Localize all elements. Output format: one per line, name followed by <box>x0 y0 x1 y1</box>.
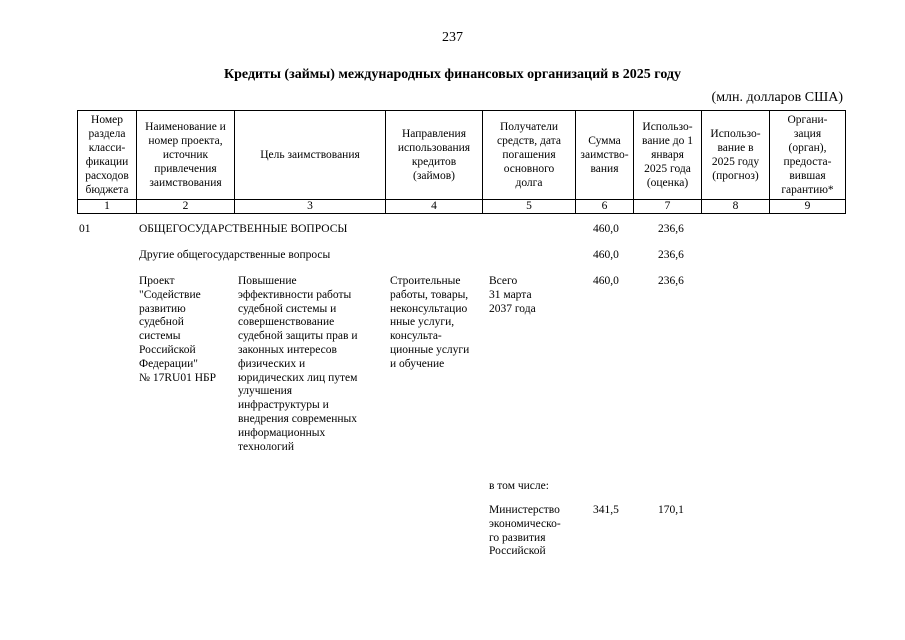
column-header-section-number: Номер раздела класси- фикации расходов бюджета <box>78 111 137 200</box>
column-header-recipients: Получатели средств, дата погашения основного долга <box>483 111 576 200</box>
project-goal: Повышение эффективности работы судебной системы и совершенствование судебной защиты прав и законных интересов физических и юридических лиц путем улучшения инфраструктуры и внедрения современных информационных технологий <box>238 275 358 453</box>
section-amount: 460,0 <box>593 223 619 235</box>
subsection-usage-before: 236,6 <box>658 249 684 261</box>
document-title: Кредиты (займы) международных финансовых организаций в 2025 году <box>223 67 681 82</box>
column-number: 5 <box>483 200 576 214</box>
project-amount: 460,0 <box>593 275 619 287</box>
column-number: 9 <box>770 200 846 214</box>
column-header-borrowing-goal: Цель заимствования <box>235 111 386 200</box>
column-number: 7 <box>634 200 702 214</box>
table-header <box>77 110 846 214</box>
ministry-amount: 341,5 <box>593 504 619 516</box>
units-label: (млн. долларов США) <box>711 90 843 105</box>
column-number: 6 <box>576 200 634 214</box>
column-header-credit-directions: Направления использования кредитов (займов) <box>386 111 483 200</box>
ministry-usage-before: 170,1 <box>658 504 684 516</box>
column-header-project-name: Наименование и номер проекта, источник привлечения заимствования <box>137 111 235 200</box>
column-number: 1 <box>78 200 137 214</box>
column-number: 2 <box>137 200 235 214</box>
subsection-name: Другие общегосударственные вопросы <box>139 249 331 261</box>
column-header-usage-before-2025: Использо- вание до 1 января 2025 года (оценка) <box>634 111 702 200</box>
column-header-usage-2025: Использо- вание в 2025 году (прогноз) <box>702 111 770 200</box>
column-header-guarantor: Органи- зация (орган), предоста- вившая гарантию* <box>770 111 846 200</box>
ministry-recipient: Министерство экономическо- го развития Российской <box>489 504 561 558</box>
column-header-borrowing-amount: Сумма заимство- вания <box>576 111 634 200</box>
project-usage-before: 236,6 <box>658 275 684 287</box>
project-recipient: Всего 31 марта 2037 года <box>489 275 536 315</box>
section-name: ОБЩЕГОСУДАРСТВЕННЫЕ ВОПРОСЫ <box>139 223 348 235</box>
section-usage-before: 236,6 <box>658 223 684 235</box>
page-number: 237 <box>442 30 463 45</box>
project-name: Проект "Содействие развитию судебной системы Российской Федерации" № 17RU01 НБР <box>139 275 217 384</box>
including-label: в том числе: <box>489 480 549 492</box>
subsection-amount: 460,0 <box>593 249 619 261</box>
column-number: 8 <box>702 200 770 214</box>
section-code: 01 <box>79 223 91 235</box>
column-number: 3 <box>235 200 386 214</box>
column-number: 4 <box>386 200 483 214</box>
project-direction: Строительные работы, товары, неконсультацио нные услуги, консульта- ционные услуги и обучение <box>390 275 470 370</box>
